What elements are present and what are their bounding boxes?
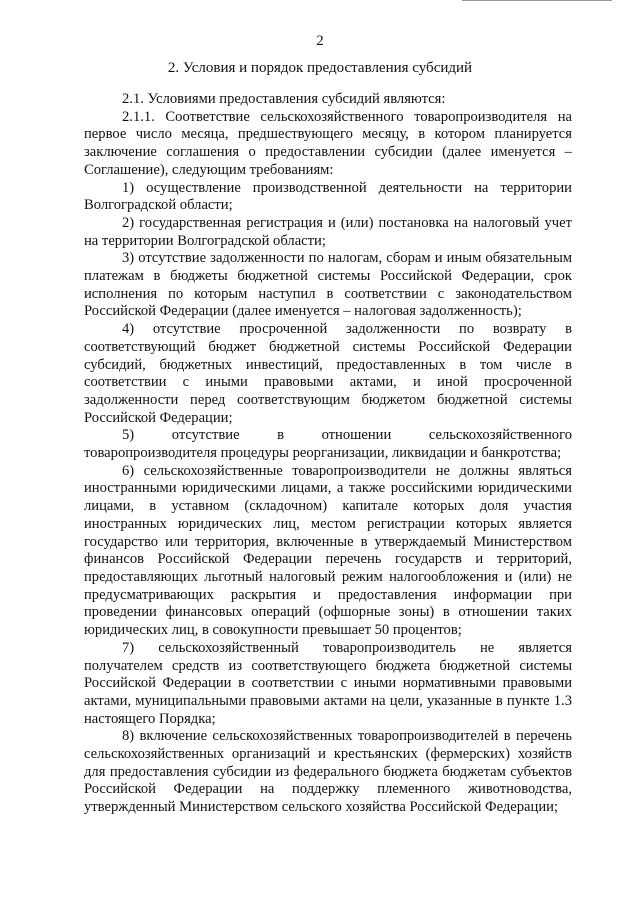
- requirement-6: 6) сельскохозяйственные товаропроизводители не должны являться иностранными юридическими лицами, а также российскими юридическими лицами, в уставном (складочном) капитале которых доля участия иностранных юридических лиц, местом регистрации которых является государство или территория, включенные в утверждаемый Министерством финансов Российской Федерации перечень государств и территорий, предоставляющих льготный налоговый режим налогообложения и (или) не предусматривающих раскрытия и предоставления информации при проведении финансовых операций (офшорные зоны) в отношении таких юридических лиц, в совокупности превышает 50 процентов;: [84, 462, 572, 639]
- section-title: 2. Условия и порядок предоставления субсидий: [167, 60, 473, 76]
- paragraph-2-1: 2.1. Условиями предоставления субсидий являются:: [122, 91, 446, 107]
- requirement-1: 1) осуществление производственной деятельности на территории Волгоградской области;: [84, 179, 572, 214]
- requirement-8: 8) включение сельскохозяйственных товаропроизводителей в перечень сельскохозяйственных организаций и крестьянских (фермерских) хозяйств для предоставления субсидии из федерального бюджета бюджетам субъектов Российской Федерации на поддержку племенного животноводства, утвержденный Министерством сельского хозяйства Российской Федерации;: [84, 728, 572, 816]
- requirement-7: 7) сельскохозяйственный товаропроизводитель не является получателем средств из соответствующего бюджета бюджетной системы Российской Федерации в соответствии с иными нормативными правовыми актами, муниципальными правовыми актами на цели, указанные в пункте 1.3 настоящего Порядка;: [84, 639, 572, 727]
- requirement-5: 5) отсутствие в отношении сельскохозяйственного товаропроизводителя процедуры реорганизации, ликвидации и банкротства;: [84, 427, 572, 462]
- requirement-4: 4) отсутствие просроченной задолженности по возврату в соответствующий бюджет бюджетной системы Российской Федерации субсидий, бюджетных инвестиций, предоставленных в том числе в соответствии с иными правовыми актами, и иной просроченной задолженности перед соответствующим бюджетом бюджетной системы Российской Федерации;: [84, 321, 572, 426]
- paragraph-2-1-1: 2.1.1. Соответствие сельскохозяйственного товаропроизводителя на первое число месяца, предшествующего месяцу, в котором планируется заключение соглашения о предоставлении субсидии (далее именуется – Соглашение), следующим требованиям:: [84, 108, 572, 178]
- requirement-2: 2) государственная регистрация и (или) постановка на налоговый учет на территории Волгоградской области;: [84, 214, 572, 249]
- requirement-3: 3) отсутствие задолженности по налогам, сборам и иным обязательным платежам в бюджеты бюджетной системы Российской Федерации, срок исполнения по которым наступил в соответствии с законодательством Российской Федерации (далее именуется – налоговая задолженность);: [84, 250, 572, 320]
- document-body: [84, 91, 572, 817]
- page-number: 2: [316, 33, 324, 49]
- top-rule: [462, 0, 612, 1]
